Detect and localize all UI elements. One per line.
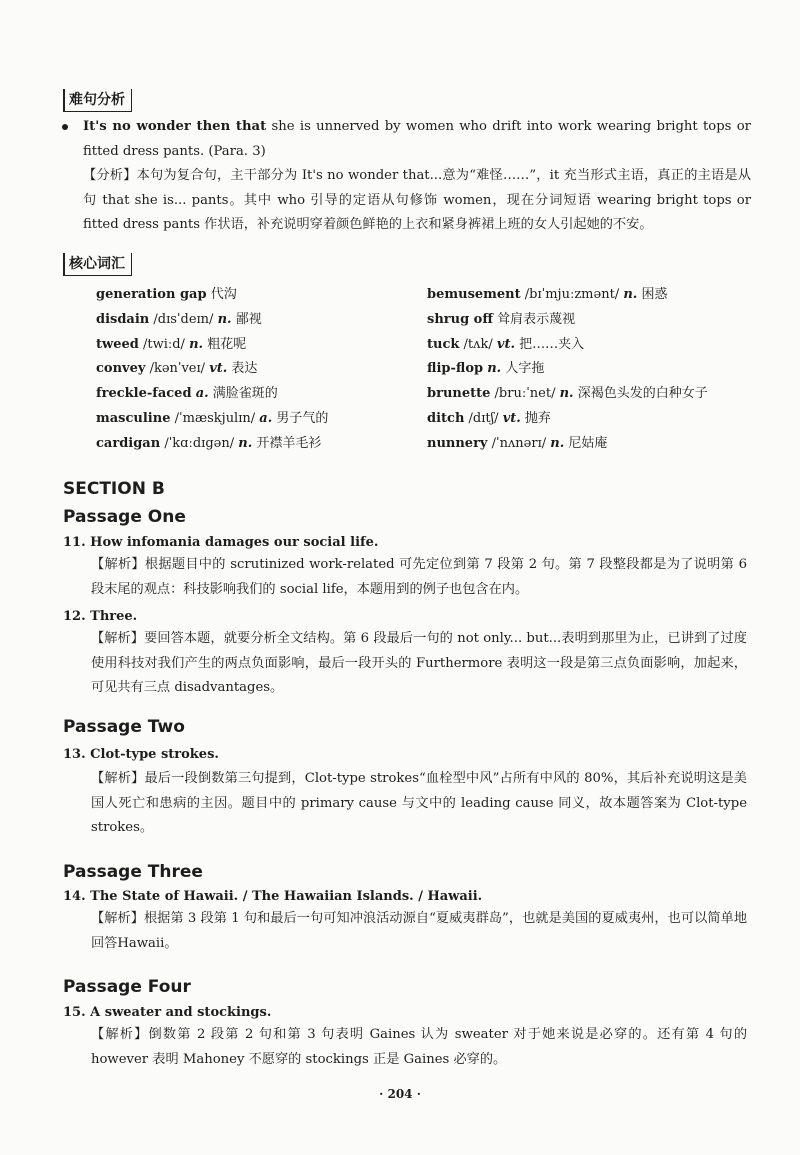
vocab-item: flip-flop n. 人字拖 (427, 361, 545, 377)
vocab-item: generation gap 代沟 (96, 287, 237, 302)
passage-title: Passage Four (63, 977, 191, 997)
vocab-item: ditch /dɪtʃ/ vt. 抛弃 (427, 410, 551, 426)
core-vocabulary-heading: 核心词汇 (63, 253, 132, 276)
question-analysis: 【解析】根据第 3 段第 1 句和最后一句可知冲浪活动源自“夏威夷群岛”，也就是美国的夏威夷州，也可以简单地回答Hawaii。 (91, 911, 748, 951)
vocab-item: masculine /ˈmæskjulɪn/ a. 男子气的 (96, 410, 329, 426)
vocab-item: nunnery /ˈnʌnərɪ/ n. 尼姑庵 (427, 435, 608, 451)
vocab-item: brunette /bruːˈnet/ n. 深褐色头发的白种女子 (427, 386, 708, 402)
question-analysis: 【解析】要回答本题，就要分析全文结构。第 6 段最后一句的 not only... but...表明到那里为止，已讲到了过度使用科技对我们产生的两点负面影响，最后一段开头的 Furthermore 表明这一段是第三点负面影响，加起来，可见共有三点 disadvantages。 (91, 631, 747, 696)
vocab-item: disdain /dɪsˈdeɪn/ n. 鄙视 (96, 311, 262, 327)
vocabulary-right-column (427, 283, 708, 457)
vocab-item: freckle-faced a. 满脸雀斑的 (96, 386, 278, 402)
vocabulary-left-column (96, 283, 328, 457)
page-number: · 204 · (379, 1087, 421, 1101)
passage-title: Passage One (63, 507, 186, 527)
question-answer: 15. A sweater and stockings. (63, 1005, 272, 1020)
analysis-label: 【分析】 (83, 168, 137, 184)
vocab-item: shrug off 耸肩表示蔑视 (427, 311, 576, 327)
passage-title: Passage Three (63, 862, 203, 882)
passage-title: Passage Two (63, 717, 185, 737)
analysis-text: 本句为复合句，主干部分为 It's no wonder that...意为“难怪……”，it 充当形式主语，真正的主语是从句 that she is... pants。其中 who 引导的定语从句修饰 women，现在分词短语 wearing bright tops or fitted dress pants 作状语，补充说明穿着颜色鲜艳的上衣和紧身裤裙上班的女人引起她的不安。 (83, 168, 752, 233)
question-answer: 14. The State of Hawaii. / The Hawaiian Islands. / Hawaii. (63, 889, 483, 904)
difficult-sentence-block (83, 115, 751, 238)
question-answer: 13. Clot-type strokes. (63, 747, 219, 762)
vocab-item: tweed /twiːd/ n. 粗花呢 (96, 336, 247, 352)
vocab-item: cardigan /ˈkɑːdɪgən/ n. 开襟羊毛衫 (96, 435, 322, 451)
vocab-item: convey /kənˈveɪ/ vt. 表达 (96, 361, 258, 377)
vocab-item: tuck /tʌk/ vt. 把……夹入 (427, 336, 585, 352)
sentence-bold-start: It's no wonder then that (83, 119, 267, 134)
question-analysis: 【解析】最后一段倒数第三句提到，Clot-type strokes“血栓型中风”占所有中风的 80%，其后补充说明这是美国人死亡和患病的主因。题目中的 primary cause 与文中的 leading cause 同义，故本题答案为 Clot-type strokes。 (91, 771, 747, 836)
question-answer: 12. Three. (63, 609, 138, 624)
question-answer: 11. How infomania damages our social life. (63, 535, 379, 550)
question-analysis: 【解析】根据题目中的 scrutinized work-related 可先定位到第 7 段第 2 句。第 7 段整段都是为了说明第 6 段末尾的观点：科技影响我们的 social life，本题用到的例子也包含在内。 (91, 557, 747, 597)
bullet-icon (62, 124, 68, 130)
question-analysis: 【解析】倒数第 2 段第 2 句和第 3 句表明 Gaines 认为 sweater 对于她来说是必穿的。还有第 4 句的 however 表明 Mahoney 不愿穿的 stockings 正是 Gaines 必穿的。 (91, 1027, 748, 1067)
section-title: SECTION B (63, 479, 165, 499)
difficult-sentence-heading: 难句分析 (63, 89, 132, 112)
sentence-rest: she is unnerved by women who drift into work wearing bright tops or fitted dress pants. (Para. 3) (83, 119, 751, 159)
vocab-item: bemusement /bɪˈmjuːzmənt/ n. 困惑 (427, 287, 668, 302)
